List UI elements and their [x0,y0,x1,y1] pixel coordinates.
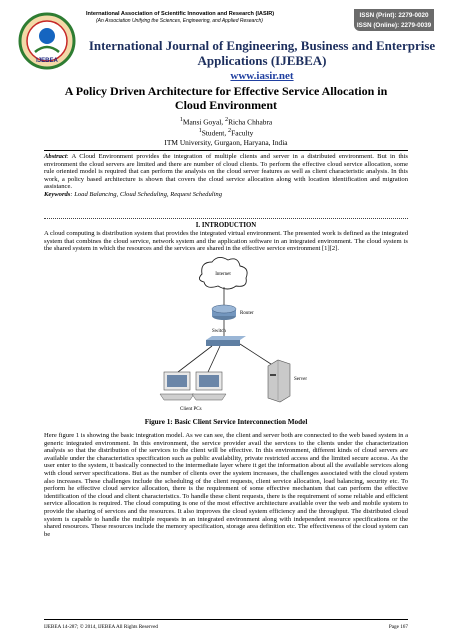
author-1-sup: 1 [179,117,183,123]
author-2-name: Richa Chhabra [228,117,273,127]
association-tagline: (An Association Unifying the Sciences, Engineering, and Applied Research) [96,18,263,24]
logo-lettering: IJEBEA [36,58,58,64]
server-icon [268,360,290,402]
affiliation: ITM University, Gurgaon, Haryana, India [164,137,288,147]
switch-icon [206,336,246,346]
author-block [50,116,402,147]
role-1-sup: 1 [198,127,202,134]
keywords-label: Keywords [44,190,71,198]
journal-website-link[interactable]: www.iasir.net [230,70,294,82]
author-roles [50,127,402,138]
role-1: Student, [201,128,229,138]
divider [44,150,408,151]
section-heading: I. INTRODUCTION [195,222,257,229]
page-number: Page 167 [388,624,408,630]
internet-label: Internet [215,272,231,277]
paper-title: A Policy Driven Architecture for Effective Service Allocation in Cloud Environment [64,84,388,112]
journal-logo [18,12,76,70]
abstract-label: Abstract [44,153,67,160]
router-icon [212,305,236,320]
footer-divider [44,619,408,620]
author-2-sup: 2 [224,117,229,123]
network-diagram [150,254,320,414]
issn-online: ISSN (Online): 2279-0039 [356,21,432,29]
keywords [44,191,408,199]
role-2: Faculty [231,128,254,138]
issn-box [354,9,434,31]
role-2-sup: 2 [228,127,232,134]
association-name: International Association of Scientific Innovation and Research (IASIR) [86,11,275,17]
client-pc-2-icon [192,372,226,400]
author-names [50,116,402,127]
author-1-name: Mansi Goyal, [182,117,225,127]
switch-label: Switch [212,329,226,334]
issn-print: ISSN (Print): 2279-0020 [359,12,429,19]
client-pc-1-icon [160,372,194,400]
intro-paragraph: A cloud computing is distribution system that provides the integrated virtual environment. The presented work is defined as the integrated system that combines the cloud service, network system and the application software in an integrated environment. The cloud system is the shared system in which the resources and the services are shared in the effective service environment [1][2]. [44,230,408,253]
client-pcs-label: Client PCs [180,407,202,412]
journal-title: International Journal of Engineering, Business and Enterprise Applications (IJEBEA) [88,38,436,68]
server-label: Server [294,377,308,382]
dotted-divider [44,218,408,219]
figure-caption: Figure 1: Basic Client Service Interconnection Model [144,418,308,426]
router-label: Router [240,311,254,316]
abstract-text: : A Cloud Environment provides the integration of multiple clients and server in a distributed environment. But in this environment the cloud servers are limited and there are number of cloud clients. To perform the effective cloud service allocation, some rule oriented model is required that can perform the analysis on the cloud server features as well as client characteristic analysis. In this work, a policy based architecture is shown that covers the cloud service allocation along with location identification and migration assistance. [44,153,408,191]
keywords-text: : Load Balancing, Cloud Scheduling, Request Scheduling [70,190,223,198]
body-paragraph: Here figure 1 is showing the basic integration model. As we can see, the client and server both are connected to the web based system in a generic integrated environment. In this environment, the service provider avail the services to the clients under the characterization analysis so that the distribution of the services to the client will be effective. In this environment, different kinds of cloud servers are available under the characteristics specification such as public availability, private restricted access and the limited secure access. As the user enter to the system, it basically connected to the intermediate layer where it get the information about all the available services along with cloud server specifications. But as the number of clients over the system increases, the challenges associated with the cloud system also increases. These challenges include the scheduling of the client requests, client service allocation, load balancing, security etc. To perform he effective cloud service allocation, there is the requirement of some effective mechanism that can perform the effective identification of the cloud and client characteristics. To handle these client requests, there is the requirement of some reliable and efficient service allocation is required. The cloud computing is one of the most effective architecture available over the web and mobile system to provide the sharing of services and the resources. It also improves the cloud system efficiency and the throughput. The distributed cloud system is capable to handle the multiple requests in an integrated environment along with independent resource specifications or the shared resources. These resources include the memory specification, storage area definition etc. The effectiveness of the cloud system can be [44,432,409,538]
footer-copyright: IJEBEA 14-287; © 2014, IJEBEA All Rights Reserved [44,624,159,630]
abstract [44,153,408,199]
